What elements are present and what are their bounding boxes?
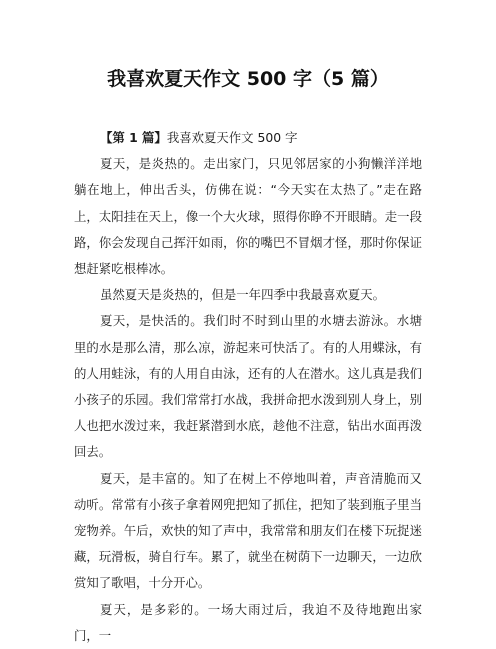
document-body	[74, 125, 422, 649]
paragraph: 夏天，是快活的。我们时不时到山里的水塘去游泳。水塘里的水是那么清，那么凉，游起来可快活了。有的人用蝶泳，有的人用蛙泳，有的人用自由泳，还有的人在潜水。这儿真是我们小孩子的乐园。我们常常打水战，我拼命把水泼到别人身上，别人也把水泼过来，我赶紧潜到水底，趁他不注意，钻出水面再泼回去。	[74, 313, 422, 460]
paragraph: 夏天，是炎热的。走出家门，只见邻居家的小狗懒洋洋地躺在地上，伸出舌头，仿佛在说：“今天实在太热了。”走在路上，太阳挂在天上，像一个大火球，照得你睁不开眼睛。走一段路，你会发现自己挥汗如雨，你的嘴巴不冒烟才怪，那时你保证想赶紧吃根棒冰。	[74, 156, 422, 277]
document-title: 我喜欢夏天作文 500 字（5 篇）	[107, 68, 389, 90]
paragraph: 夏天，是丰富的。知了在树上不停地叫着，声音清脆而又动听。常常有小孩子拿着网兜把知了抓住，把知了装到瓶子里当宠物养。午后，欢快的知了声中，我常常和朋友们在楼下玩捉迷藏，玩滑板，骑自行车。累了，就坐在树荫下一边聊天，一边欣赏知了歌唱，十分开心。	[74, 470, 422, 591]
section-tag: 【第 1 篇】	[100, 130, 167, 145]
section-heading-text: 我喜欢夏天作文 500 字	[166, 130, 298, 145]
paragraph: 虽然夏天是炎热的，但是一年四季中我最喜欢夏天。	[100, 287, 385, 303]
section-heading	[74, 125, 422, 151]
paragraph: 夏天，是多彩的。一场大雨过后，我迫不及待地跑出家门，一	[74, 601, 422, 643]
